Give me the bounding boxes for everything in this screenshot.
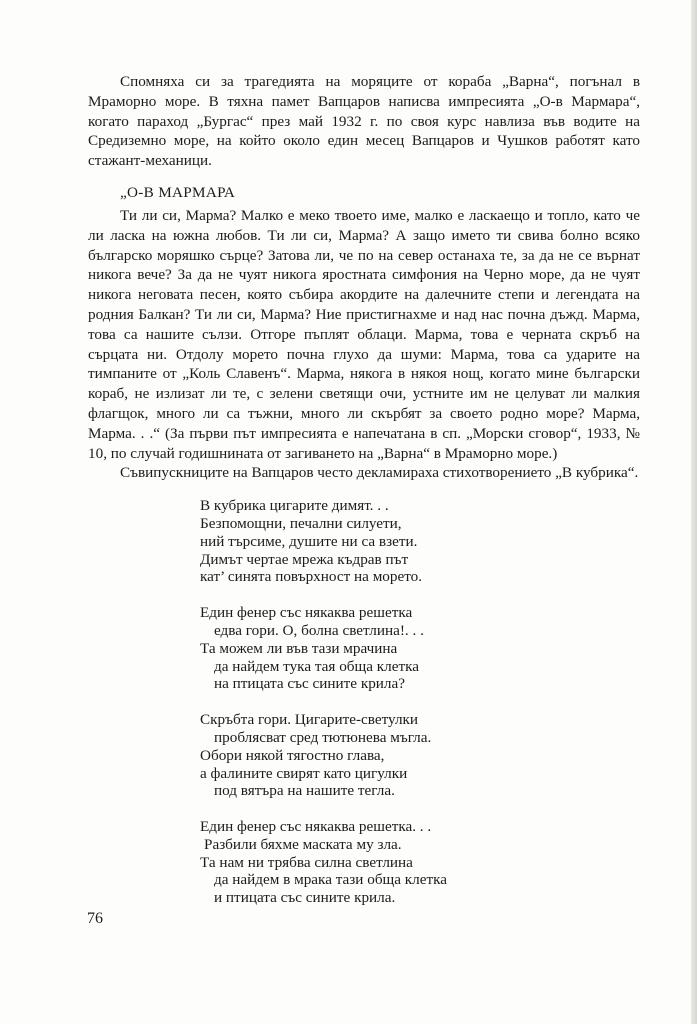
poem-line: да найдем в мрака тази обща клетка <box>214 871 448 889</box>
poem-line: а фалините свирят като цигулки <box>200 764 408 782</box>
poem-line: едва гори. О, болна светлина!. . . <box>214 621 424 639</box>
poem-stanza-1 <box>88 497 640 586</box>
impression-quote-paragraph: Ти ли си, Марма? Малко е меко твоето име, малко е ласкаещо и топло, като че ли ласка на южна любов. Ти ли си, Марма? А защо името ти свива болно всяко българско моряшко сърце? Затова ли, че по на север останаха те, за да не се върнат никога вече? За да не чуят никога яростната симфония на Черно море, да не чуят никога неговата песен, която събира акордите на далечните степи и легендата на родния Балкан? Ти ли си, Марма? Ние пристигнахме и над нас почна дъжд. Марма, това са нашите сълзи. Отгоре пъплят облаци. Марма, това е черната скръб на сърцата ни. Отдолу морето почна глухо да шуми: Марма, това са ударите на тимпаните от „Коль Славенъ“. Марма, някога в някоя нощ, когато мине български кораб, не излизат ли те, с зелени светящи очи, устните им не целуват ли малкия флагщок, много ли са тъжни, много ли скърбят за своето родно море? Марма, Марма. . .“ (За първи път импресията е напечатана в сп. „Морски сговор“, 1933, № 10, по случай годишнината от загиването на „Варна“ в Мраморно море.) <box>88 206 640 462</box>
poem-line: Та нам ни трябва силна светлина <box>200 853 413 871</box>
page-number: 76 <box>87 910 103 927</box>
poem-stanza-4 <box>88 818 640 907</box>
poem-stanza-3 <box>88 711 640 800</box>
poem-stanza-2 <box>88 604 640 693</box>
poem-line: ний търсиме, душите ни са взети. <box>200 532 418 550</box>
poem-line: Един фенер със някаква решетка. . . <box>200 818 432 836</box>
poem-line: Обори някой тягостно глава, <box>200 746 385 764</box>
poem-line: Един фенер със някаква решетка <box>200 604 413 622</box>
stanza-spacer <box>88 800 640 818</box>
poem-line: проблясват сред тютюнева мъгла. <box>214 728 432 746</box>
recital-paragraph: Съвипускниците на Вапцаров често декламираха стихотворението „В кубрика“. <box>120 464 639 482</box>
poem-line: Скръбта гори. Цигарите-светулки <box>200 711 419 729</box>
poem-line: Та можем ли във тази мрачина <box>200 639 398 657</box>
poem-line: Безпомощни, печални силуети, <box>200 514 402 532</box>
page-body <box>88 72 640 907</box>
stanza-spacer <box>88 693 640 711</box>
poem-line: В кубрика цигарите димят. . . <box>200 497 389 515</box>
poem-line: Разбили бяхме маската му зла. <box>204 835 402 853</box>
intro-paragraph: Спомняха си за трагедията на моряците от кораба „Варна“, погънал в Мраморно море. В тяхна памет Вапцаров написва импресията „О-в Мармара“, когато параход „Бургас“ през май 1932 г. по своя курс навлиза във водите на Средиземно море, на който около един месец Вапцаров и Чушков работят като стажант-механици. <box>88 73 640 170</box>
poem-line: кат’ синята повърхност на морето. <box>200 568 423 586</box>
page-edge-shadow <box>691 0 697 1024</box>
poem-line: под вятъра на нашите тегла. <box>214 782 395 800</box>
stanza-spacer <box>88 586 640 604</box>
poem-line: и птицата със сините крила. <box>214 889 396 907</box>
poem-v-kubrika <box>88 497 640 907</box>
section-heading: „О-В МАРМАРА <box>120 183 236 201</box>
poem-line: на птицата със сините крила? <box>214 675 405 693</box>
poem-line: Димът чертае мрежа къдрав път <box>200 550 409 568</box>
poem-line: да найдем тука тая обща клетка <box>214 657 419 675</box>
